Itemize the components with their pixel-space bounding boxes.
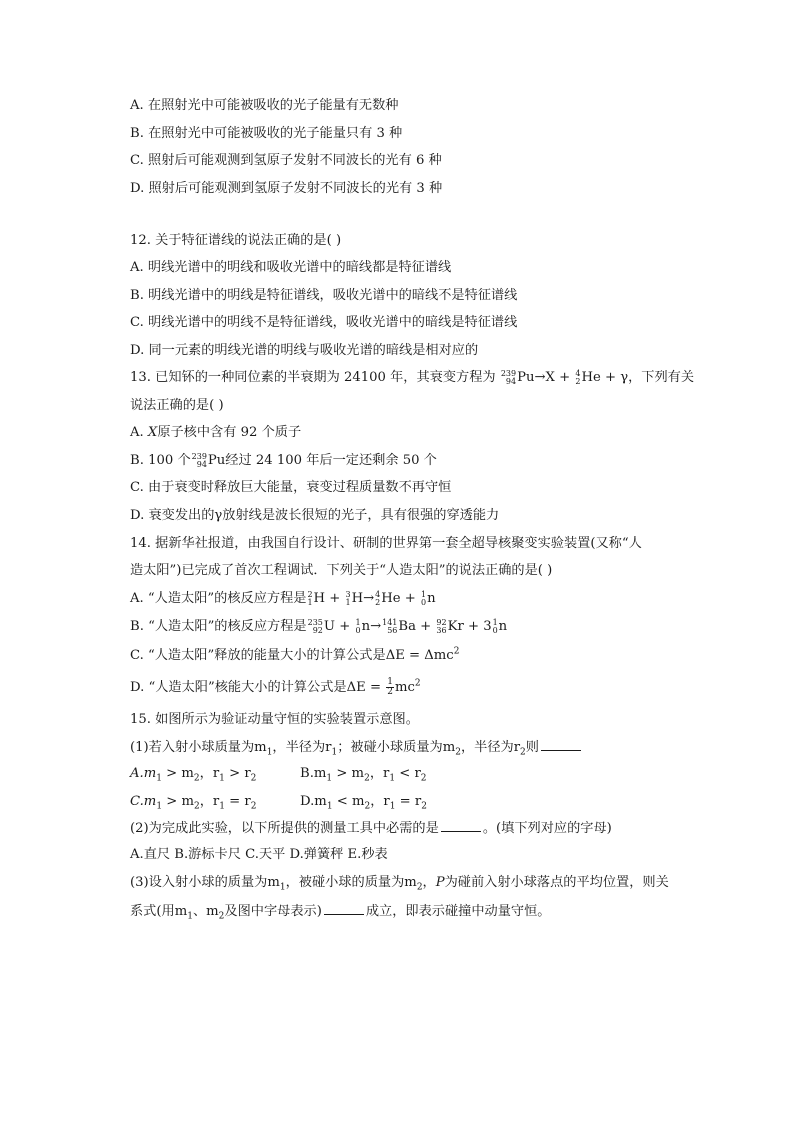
subscript: 1 [266,747,273,758]
symbol: n [427,591,436,606]
text: C.m [130,794,157,809]
mass-number: 239 [191,451,207,461]
subscript: 2 [420,773,427,784]
subscript: 1 [389,773,396,784]
text: 系式(用m [130,904,188,919]
mass-number: 1 [421,589,427,599]
q13-option-b [130,452,437,470]
atomic-number: 2 [575,376,581,386]
q13-stem-line1 [130,369,694,387]
text: > m [162,794,195,809]
nuclide-he [575,369,581,387]
arrow: → [370,619,382,634]
q14-option-b [130,618,507,636]
text: (1)若入射小球质量为m [130,740,267,755]
atomic-number: 92 [312,625,323,635]
text: ，r [199,766,220,781]
q15-opt-b [300,765,427,783]
subscript: 1 [156,773,162,784]
q15-part3-cont [130,902,550,921]
text: 、m [192,904,219,919]
atomic-number: 0 [355,625,361,635]
q11-option-c: C. 照射后可能观测到氢原子发射不同波长的光有 6 种 [130,153,442,168]
symbol: He [381,591,401,606]
q15-tools: A.直尺 B.游标卡尺 C.天平 D.弹簧秤 E.秒表 [130,847,388,862]
nuclide-n [355,618,370,636]
mass-number: 1 [492,617,498,627]
mass-number: 92 [436,617,447,627]
answer-blank[interactable] [324,902,364,915]
symbol: H [313,591,326,606]
subscript: 1 [219,801,225,812]
symbol: n [498,619,508,634]
plus-sign: + [400,591,421,606]
decay-equation-tail: He + γ，下列有关 [581,370,695,385]
text: (3)设入射小球的质量为m [130,875,280,890]
q12-option-d: D. 同一元素的明线光谱的明线与吸收光谱的暗线是相对应的 [130,343,479,358]
text: ，r [199,794,220,809]
text: B.m [300,766,327,781]
text: ，半径为r [272,740,332,755]
option-text: D. “人造太阳”核能大小的计算公式是 [130,680,347,695]
q11-option-a: A. 在照射光中可能被吸收的光子能量有无数种 [130,98,399,113]
q11-option-b: B. 在照射光中可能被吸收的光子能量只有 3 种 [130,126,403,141]
subscript: 1 [326,801,333,812]
nuclide-n [421,590,436,608]
numerator: 1 [387,677,393,687]
q15-stem: 15. 如图所示为验证动量守恒的实验装置示意图。 [130,712,419,727]
answer-blank[interactable] [541,738,581,751]
q15-options-row2 [130,793,530,811]
subscript: 1 [326,773,333,784]
variable-x: X [147,425,158,440]
mass-number: 1 [355,617,361,627]
text: ，r [370,794,390,809]
option-text-tail: Pu经过 24 100 年后一定还剩余 50 个 [207,453,437,468]
decay-equation: Pu→X + [517,370,575,385]
option-text: B. 100 个 [130,453,191,468]
subscript: 1 [389,801,396,812]
energy-formula: ΔE = Δmc [385,648,454,663]
exponent: 2 [414,678,421,689]
text: > r [224,766,251,781]
text: = r [395,794,422,809]
text: 。(填下列对应的字母) [482,821,612,836]
q11-option-d: D. 照射后可能观测到氢原子发射不同波长的光有 3 种 [130,181,443,196]
q15-opt-a [130,766,257,784]
q15-opt-d [300,793,427,811]
nuclide-kr [436,618,463,636]
text: ，被碰小球的质量为m [285,875,417,890]
atomic-number: 94 [196,459,207,469]
subscript: 1 [187,911,193,922]
q12-stem: 12. 关于特征谱线的说法正确的是( ) [130,233,342,248]
option-text: 原子核中含有 92 个质子 [157,425,302,440]
mass-number: 235 [307,617,323,627]
atomic-number: 94 [505,376,517,386]
answer-blank[interactable] [441,819,481,832]
subscript: 2 [193,773,200,784]
subscript: 1 [219,773,225,784]
subscript: 2 [416,882,423,893]
atomic-number: 36 [436,625,447,635]
text: 为碰前入射小球落点的平均位置，则关 [444,875,669,890]
plus-sign: + [463,619,484,634]
q12-option-b: B. 明线光谱中的明线是特征谱线，吸收光谱中的暗线不是特征谱线 [130,288,518,303]
q13-option-c: C. 由于衰变时释放巨大能量，衰变过程质量数不再守恒 [130,480,452,495]
atomic-number: 0 [492,625,498,635]
atomic-number: 0 [421,597,427,607]
q13-stem-line2: 说法正确的是( ) [130,398,224,413]
energy-formula-tail: mc [394,680,415,695]
subscript: 2 [218,911,225,922]
text: ；被碰小球质量为m [337,740,456,755]
fraction-one-half [386,678,394,697]
atomic-number: 1 [307,597,313,607]
option-text: A. “人造太阳”的核反应方程是 [130,591,307,606]
mass-number: 4 [575,368,581,378]
subscript: 1 [279,882,286,893]
q13-option-d: D. 衰变发出的γ放射线是波长很短的光子，具有很强的穿透能力 [130,508,500,523]
q14-stem-line1: 14. 据新华社报道，由我国自行设计、研制的世界第一套全超导核聚变实验装置(又称“人 [130,536,642,551]
subscript: 1 [331,747,338,758]
atomic-number: 56 [387,625,398,635]
text: 则 [525,740,539,755]
q14-option-a [130,590,436,608]
q14-stem-line2: 造太阳”)已完成了首次工程调试．下列关于“人造太阳”的说法正确的是( ) [130,563,553,578]
q15-part1 [130,738,583,757]
q14-option-c [130,647,459,665]
nuclide-pu [192,452,208,470]
symbol: Ba [398,619,416,634]
q15-part3 [130,874,669,892]
nuclide-ba [382,618,416,636]
nuclide-pu [501,369,517,387]
text: = r [224,794,251,809]
mass-number: 4 [375,589,381,599]
text: < r [395,766,421,781]
subscript: 2 [421,801,427,812]
nuclide-n [493,618,508,636]
variable-p: P [435,875,445,890]
text: (2)为完成此实验，以下所提供的测量工具中必需的是 [130,821,439,836]
q13-stem-text: 13. 已知钚的一种同位素的半衰期为 24100 年，其衰变方程为 [130,370,496,385]
text: 成立，即表示碰撞中动量守恒。 [365,904,551,919]
mass-number: 3 [345,589,351,599]
arrow: → [363,591,375,606]
plus-sign: + [335,619,355,634]
q12-option-a: A. 明线光谱中的明线和吸收光谱中的暗线都是特征谱线 [130,260,452,275]
energy-formula: ΔE = [346,680,386,695]
symbol: H [351,591,364,606]
symbol: Kr [447,619,464,634]
nuclide-he [375,590,400,608]
text: A.m [130,766,157,781]
q12-option-c: C. 明线光谱中的明线不是特征谱线，吸收光谱中的暗线是特征谱线 [130,315,518,330]
option-label: A. [130,425,148,440]
denominator: 2 [387,687,393,697]
subscript: 2 [455,747,461,758]
q13-option-a [130,424,301,442]
nuclide-u [308,618,335,636]
plus-sign: + [415,619,436,634]
exponent: 2 [453,646,460,657]
mass-number: 239 [500,368,517,378]
coefficient: 3 [483,619,492,634]
nuclide-h3 [346,590,364,608]
subscript: 1 [156,801,163,812]
option-text: B. “人造太阳”的核反应方程是 [130,619,307,634]
text: < m [332,794,365,809]
q15-opt-c [130,794,257,812]
text: > m [161,766,194,781]
text: ，半径为r [460,740,521,755]
q15-part2 [130,819,612,838]
subscript: 2 [364,801,371,812]
symbol: n [361,619,371,634]
atomic-number: 1 [345,597,351,607]
symbol: U [323,619,336,634]
subscript: 2 [520,747,526,758]
text: 及图中字母表示) [224,904,322,919]
text: ， [422,875,436,890]
subscript: 2 [194,801,200,812]
option-text: C. “人造太阳”释放的能量大小的计算公式是 [130,648,386,663]
text: D.m [300,794,327,809]
q15-options-row1 [130,765,530,783]
plus-sign: + [325,591,345,606]
atomic-number: 2 [375,597,381,607]
subscript: 2 [250,801,257,812]
subscript: 2 [364,773,370,784]
q14-option-d [130,678,421,697]
subscript: 2 [250,773,257,784]
mass-number: 141 [382,617,398,627]
mass-number: 2 [307,589,313,599]
nuclide-h2 [307,590,325,608]
text: ，r [369,766,390,781]
text: > m [332,766,365,781]
